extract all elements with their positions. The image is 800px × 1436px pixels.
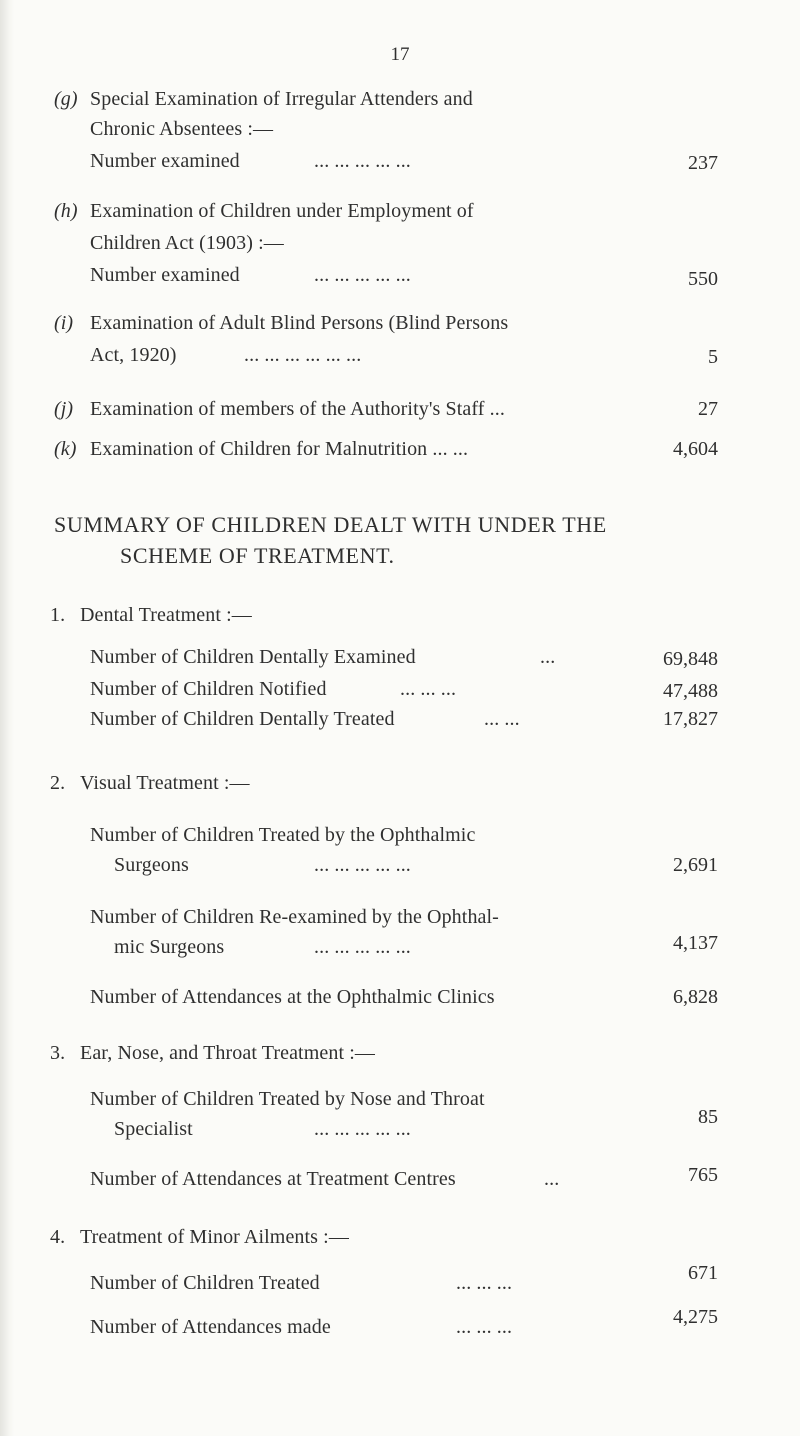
value-attendances-ent: 765 [688,1164,718,1186]
value-attendances-ophthalmic: 6,828 [673,986,718,1008]
leader-dots: ... [540,646,556,668]
row-notified: Number of Children Notified [90,678,327,700]
page-number: 17 [390,44,410,65]
row-minor-treated: Number of Children Treated [90,1272,320,1294]
leader-dots: ... ... ... [456,1316,513,1338]
item-value-i: 5 [708,346,718,368]
leader-dots: ... ... ... ... ... [314,854,411,876]
value-treated-ophthalmic: 2,691 [673,854,718,876]
item-value-h: 550 [688,268,718,290]
section-number: 1. [50,604,66,626]
summary-heading-line1: SUMMARY OF CHILDREN DEALT WITH UNDER THE [54,512,607,537]
item-value-j: 27 [698,398,718,420]
leader-dots: ... ... ... ... ... [314,1118,411,1140]
leader-dots: ... ... ... ... ... ... [244,344,362,366]
item-label-k: (k) [54,438,77,460]
section-title-dental: Dental Treatment :— [80,604,252,626]
value-reexamined: 4,137 [673,932,718,954]
section-number: 2. [50,772,66,794]
value-dentally-treated: 17,827 [663,708,718,730]
item-value-k: 4,604 [673,438,718,460]
value-treated-ent: 85 [698,1106,718,1128]
row-dentally-examined: Number of Children Dentally Examined [90,646,416,668]
item-title-i-line1: Examination of Adult Blind Persons (Blind Persons [90,312,509,334]
item-row-g: Number examined [90,150,240,172]
item-label-j: (j) [54,398,74,420]
page-edge-shadow [0,0,14,1436]
row-attendances-ent: Number of Attendances at Treatment Centres [90,1168,456,1190]
row-treated-ophthalmic-cont: Surgeons [114,854,189,876]
row-dentally-treated: Number of Children Dentally Treated [90,708,395,730]
leader-dots: ... ... ... [456,1272,513,1294]
item-label-h: (h) [54,200,78,222]
leader-dots: ... ... ... [400,678,457,700]
leader-dots: ... [544,1168,560,1190]
section-number: 4. [50,1226,66,1248]
value-minor-attendances: 4,275 [673,1306,718,1328]
item-title-h-line2: Children Act (1903) :— [90,232,284,254]
item-title-j: Examination of members of the Authority's Staff ... [90,398,505,420]
summary-heading-line2: SCHEME OF TREATMENT. [120,543,395,568]
section-title-ent: Ear, Nose, and Throat Treatment :— [80,1042,375,1064]
item-label-g: (g) [54,88,78,110]
row-treated-ophthalmic: Number of Children Treated by the Ophthalmic [90,824,476,846]
leader-dots: ... ... ... ... ... [314,936,411,958]
row-treated-ent: Number of Children Treated by Nose and Throat [90,1088,485,1110]
row-attendances-ophthalmic: Number of Attendances at the Ophthalmic Clinics [90,986,495,1008]
value-notified: 47,488 [663,680,718,702]
item-title-h-line1: Examination of Children under Employment of [90,200,474,222]
leader-dots: ... ... [484,708,520,730]
section-number: 3. [50,1042,66,1064]
value-dentally-examined: 69,848 [663,648,718,670]
section-title-visual: Visual Treatment :— [80,772,250,794]
item-row-h: Number examined [90,264,240,286]
row-reexamined: Number of Children Re-examined by the Ophthal- [90,906,499,928]
row-treated-ent-cont: Specialist [114,1118,193,1140]
item-value-g: 237 [688,152,718,174]
item-title-g-line1: Special Examination of Irregular Attenders and [90,88,473,110]
item-title-g-line2: Chronic Absentees :— [90,118,274,140]
leader-dots: ... ... ... ... ... [314,150,411,172]
item-title-i-line2: Act, 1920) [90,344,177,366]
item-title-k: Examination of Children for Malnutrition ... ... [90,438,469,460]
leader-dots: ... ... ... ... ... [314,264,411,286]
item-label-i: (i) [54,312,74,334]
row-minor-attendances: Number of Attendances made [90,1316,331,1338]
section-title-minor: Treatment of Minor Ailments :— [80,1226,349,1248]
value-minor-treated: 671 [688,1262,718,1284]
row-reexamined-cont: mic Surgeons [114,936,225,958]
